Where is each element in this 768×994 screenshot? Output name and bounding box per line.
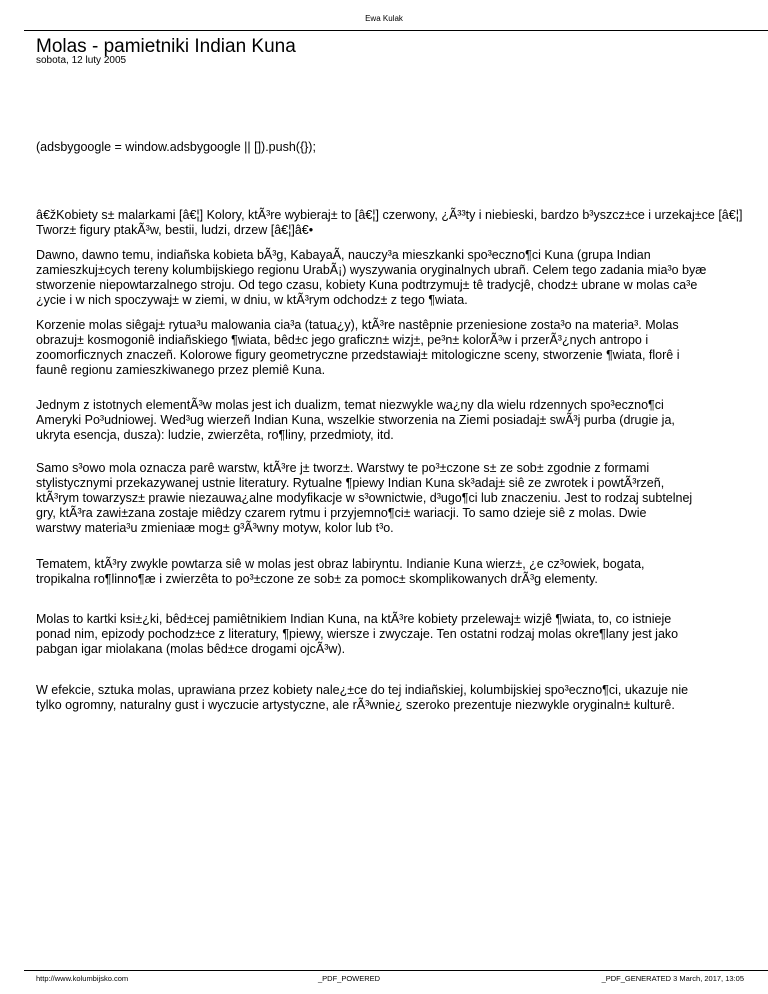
paragraph-8: [36, 683, 768, 713]
paragraph-line: stylistycznymi przekazywanej ustnie literatury. Rytualne ¶piewy Indian Kuna sk³adaj± siê ze zwrotek i powtÃ³rzeñ,: [36, 476, 665, 490]
paragraph-line: tropikalna ro¶linno¶æ i zwierzêta to po³±czone ze sob± za pomoc± skomplikowanych drÃ³g elementy.: [36, 572, 598, 586]
paragraph-line: zoomorficznych znaczeñ. Kolorowe figury geometryczne przedstawiaj± mitologiczne sceny, stworzenie ¶wiata, florê i: [36, 348, 680, 362]
paragraph-line: ktÃ³rym towarzysz± prawie niezauwa¿alne modyfikacje w s³ownictwie, d³ugo¶ci lub znaczeniu. Jest to rodzaj subtelnej: [36, 491, 693, 505]
paragraph-line: ukryta esencja, dusza): ludzie, zwierzêta, ro¶liny, przedmioty, itd.: [36, 428, 394, 442]
paragraph-line: gry, ktÃ³ra zawi±zana zostaje miêdzy czarem rytmu i przyjemno¶ci± wariacji. To samo dzieje siê z molas. Dwie: [36, 506, 647, 520]
header-author: Ewa Kulak: [365, 14, 403, 23]
footer-divider: [24, 970, 768, 971]
paragraph-line: Ameryki Po³udniowej. Wed³ug wierzeñ Indian Kuna, wszelkie stworzenia na Ziemi posiadaj± swÃ³j purba (drugie ja,: [36, 413, 675, 427]
footer-generated: _PDF_GENERATED 3 March, 2017, 13:05: [601, 974, 744, 983]
paragraph-line: Jednym z istotnych elementÃ³w molas jest ich dualizm, temat niezwykle wa¿ny dla wielu rdzennych spo³eczno¶ci: [36, 398, 664, 412]
paragraph-line: zamieszkuj±cych tereny kolumbijskiego regionu UrabÃ¡) wyszywania oryginalnych ubrañ. Celem tego zadania mia³o byæ: [36, 263, 707, 277]
article-title: Molas - pamietniki Indian Kuna: [36, 36, 296, 57]
paragraph-line: Tworz± figury ptakÃ³w, bestii, ludzi, drzew [â€¦]â€•: [36, 223, 314, 237]
paragraph-line: Molas to kartki ksi±¿ki, bêd±cej pamiêtnikiem Indian Kuna, na ktÃ³re kobiety przelewaj± wizjê ¶wiata, to, co istnieje: [36, 612, 672, 626]
paragraph-line: W efekcie, sztuka molas, uprawiana przez kobiety nale¿±ce do tej indiañskiej, kolumbijskiej spo³eczno¶ci, ukazuje nie: [36, 683, 689, 697]
header-divider: [24, 30, 768, 31]
paragraph-line: pabgan igar miolakana (molas bêd±ce drogami ojcÃ³w).: [36, 642, 346, 656]
paragraph-line: ponad nim, epizody pochodz±ce z literatury, ¶piewy, wiersze i zwyczaje. Ten ostatni rodzaj molas okre¶lany jest jako: [36, 627, 679, 641]
footer-powered: _PDF_POWERED: [318, 974, 381, 983]
paragraph-2: [36, 248, 768, 308]
paragraph-7: [36, 612, 768, 657]
paragraph-line: tylko ogromny, naturalny gust i wyczucie artystyczne, ale rÃ³wnie¿ szeroko prezentuje niezwykle oryginaln± kulturê.: [36, 698, 675, 712]
ad-code-text: (adsbygoogle = window.adsbygoogle || []).push({});: [36, 140, 316, 154]
paragraph-line: warstwy materia³u zmieniaæ mog± g³Ã³wny motyw, kolor lub t³o.: [36, 521, 394, 535]
paragraph-line: obrazuj± kosmogoniê indiañskiego ¶wiata, bêd±c jego graficzn± wizj±, pe³n± kolorÃ³w i przerÃ³¿nych antropo i: [36, 333, 649, 347]
paragraph-line: faunê regionu zamieszkiwanego przez plemiê Kuna.: [36, 363, 326, 377]
paragraph-line: â€žKobiety s± malarkami [â€¦] Kolory, ktÃ³re wybieraj± to [â€¦] czerwony, ¿Ã³³ty i niebieski, bardzo b³yszcz±ce i urzekaj±ce [â€¦]: [36, 208, 743, 222]
paragraph-line: Tematem, ktÃ³ry zwykle powtarza siê w molas jest obraz labiryntu. Indianie Kuna wierz±, ¿e cz³owiek, bogata,: [36, 557, 645, 571]
paragraph-line: Samo s³owo mola oznacza parê warstw, ktÃ³re j± tworz±. Warstwy te po³±czone s± ze sob± zgodnie z formami: [36, 461, 650, 475]
article-date: sobota, 12 luty 2005: [36, 55, 127, 66]
footer-url: http://www.kolumbijsko.com: [36, 974, 129, 983]
paragraph-line: Dawno, dawno temu, indiañska kobieta bÃ³g, KabayaÃ, nauczy³a mieszkanki spo³eczno¶ci Kuna (grupa Indian: [36, 248, 651, 262]
paragraph-1: [36, 208, 768, 238]
paragraph-5: [36, 461, 768, 536]
paragraph-line: ¿ycie i w nich spoczywaj± w ziemi, w dniu, w ktÃ³rym odchodz± z tego ¶wiata.: [36, 293, 468, 307]
paragraph-line: Korzenie molas siêgaj± rytua³u malowania cia³a (tatua¿y), ktÃ³re nastêpnie przeniesione zosta³o na materia³. Molas: [36, 318, 679, 332]
paragraph-3: [36, 318, 768, 378]
paragraph-6: [36, 557, 768, 587]
paragraph-4: [36, 398, 768, 443]
paragraph-line: stworzenie niepowtarzalnego stroju. Od tego czasu, kobiety Kuna podtrzymuj± tê tradycjê, chodz± ubrane w molas ca³e: [36, 278, 698, 292]
